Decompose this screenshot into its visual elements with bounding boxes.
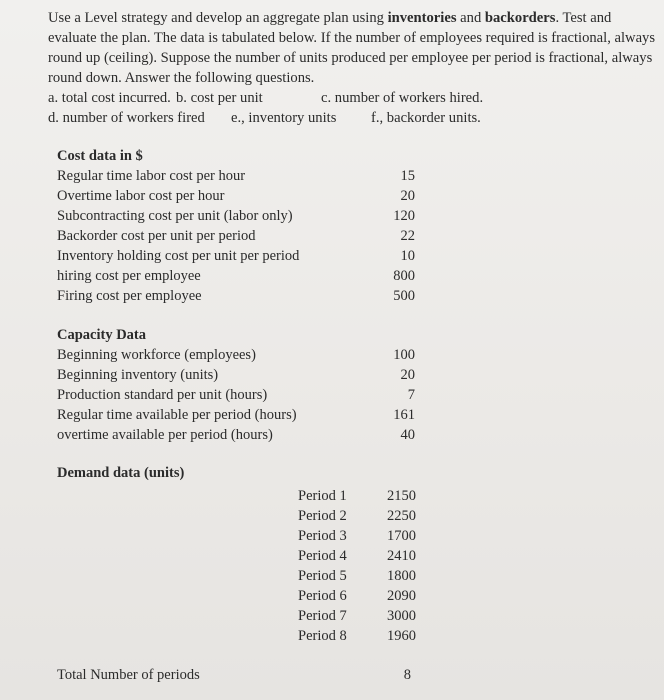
demand-row bbox=[298, 566, 416, 586]
cost-label: Regular time labor cost per hour bbox=[57, 168, 246, 184]
problem-text bbox=[48, 8, 658, 88]
capacity-value: 100 bbox=[393, 347, 415, 363]
cost-value: 10 bbox=[400, 248, 415, 264]
capacity-label: Production standard per unit (hours) bbox=[57, 387, 268, 403]
cost-value: 15 bbox=[400, 168, 415, 184]
demand-row bbox=[298, 606, 416, 626]
demand-row bbox=[298, 626, 416, 646]
demand-row bbox=[298, 526, 416, 546]
capacity-row bbox=[57, 385, 415, 405]
period-label: Period 6 bbox=[298, 588, 347, 604]
demand-data-title: Demand data (units) bbox=[57, 465, 185, 481]
capacity-data-title: Capacity Data bbox=[57, 327, 147, 343]
cost-value: 500 bbox=[393, 288, 415, 304]
cost-label: hiring cost per employee bbox=[57, 268, 201, 284]
question-c: c. number of workers hired. bbox=[321, 90, 484, 106]
cost-label: Backorder cost per unit per period bbox=[57, 228, 256, 244]
cost-row bbox=[57, 186, 415, 206]
capacity-label: overtime available per period (hours) bbox=[57, 427, 273, 443]
demand-row bbox=[298, 546, 416, 566]
demand-row bbox=[298, 486, 416, 506]
cost-row bbox=[57, 266, 415, 286]
problem-statement bbox=[48, 8, 658, 128]
questions-line-2 bbox=[48, 108, 658, 128]
period-label: Period 5 bbox=[298, 568, 347, 584]
cost-row bbox=[57, 166, 415, 186]
demand-row bbox=[298, 586, 416, 606]
period-label: Period 1 bbox=[298, 488, 347, 504]
capacity-label: Beginning workforce (employees) bbox=[57, 347, 256, 363]
cost-value: 120 bbox=[393, 208, 415, 224]
cost-data-title: Cost data in $ bbox=[57, 148, 143, 164]
demand-data-table bbox=[298, 486, 416, 646]
period-label: Period 2 bbox=[298, 508, 347, 524]
capacity-value: 40 bbox=[400, 427, 415, 443]
cost-label: Firing cost per employee bbox=[57, 288, 202, 304]
intro-bold-backorders: backorders bbox=[484, 10, 556, 26]
demand-value: 3000 bbox=[387, 608, 416, 624]
cost-value: 800 bbox=[393, 268, 415, 284]
period-label: Period 3 bbox=[298, 528, 347, 544]
capacity-data-section bbox=[57, 325, 415, 445]
cost-row bbox=[57, 206, 415, 226]
question-e: e., inventory units bbox=[231, 110, 337, 126]
intro-text-3: . Test and evaluate the plan. The data is tabulated below. If the number of employees required is fractional, always round up (ceiling). Suppose the number of units produced per employee per period is fractional, always round down. Answer the following questions. bbox=[48, 10, 656, 86]
capacity-value: 20 bbox=[400, 367, 415, 383]
cost-value: 20 bbox=[400, 188, 415, 204]
cost-value: 22 bbox=[400, 228, 415, 244]
intro-bold-inventories: inventories bbox=[387, 10, 457, 26]
capacity-label: Beginning inventory (units) bbox=[57, 367, 219, 383]
capacity-row bbox=[57, 405, 415, 425]
capacity-value: 7 bbox=[407, 387, 415, 403]
question-d: d. number of workers fired bbox=[48, 110, 205, 126]
cost-data-section bbox=[57, 146, 415, 306]
total-periods-label: Total Number of periods bbox=[57, 667, 200, 683]
capacity-label: Regular time available per period (hours) bbox=[57, 407, 297, 423]
demand-value: 2090 bbox=[387, 588, 416, 604]
intro-text-2: and bbox=[456, 10, 485, 26]
capacity-row bbox=[57, 345, 415, 365]
period-label: Period 4 bbox=[298, 548, 347, 564]
cost-row bbox=[57, 246, 415, 266]
demand-value: 2410 bbox=[387, 548, 416, 564]
demand-row bbox=[298, 506, 416, 526]
total-periods-value: 8 bbox=[403, 667, 411, 683]
capacity-row bbox=[57, 365, 415, 385]
cost-row bbox=[57, 286, 415, 306]
capacity-row bbox=[57, 425, 415, 445]
period-label: Period 7 bbox=[298, 608, 347, 624]
questions-line-1 bbox=[48, 88, 658, 108]
period-label: Period 8 bbox=[298, 628, 347, 644]
cost-label: Subcontracting cost per unit (labor only) bbox=[57, 208, 293, 224]
cost-row bbox=[57, 226, 415, 246]
demand-value: 2150 bbox=[387, 488, 416, 504]
demand-value: 1700 bbox=[387, 528, 416, 544]
intro-text-1: Use a Level strategy and develop an aggregate plan using bbox=[48, 10, 388, 26]
total-periods-row bbox=[57, 665, 415, 685]
demand-value: 1960 bbox=[387, 628, 416, 644]
demand-value: 2250 bbox=[387, 508, 416, 524]
demand-value: 1800 bbox=[387, 568, 416, 584]
question-f: f., backorder units. bbox=[371, 110, 481, 126]
question-a: a. total cost incurred. bbox=[48, 90, 171, 106]
cost-label: Inventory holding cost per unit per period bbox=[57, 248, 300, 264]
cost-label: Overtime labor cost per hour bbox=[57, 188, 225, 204]
question-b: b. cost per unit bbox=[176, 90, 263, 106]
capacity-value: 161 bbox=[393, 407, 415, 423]
